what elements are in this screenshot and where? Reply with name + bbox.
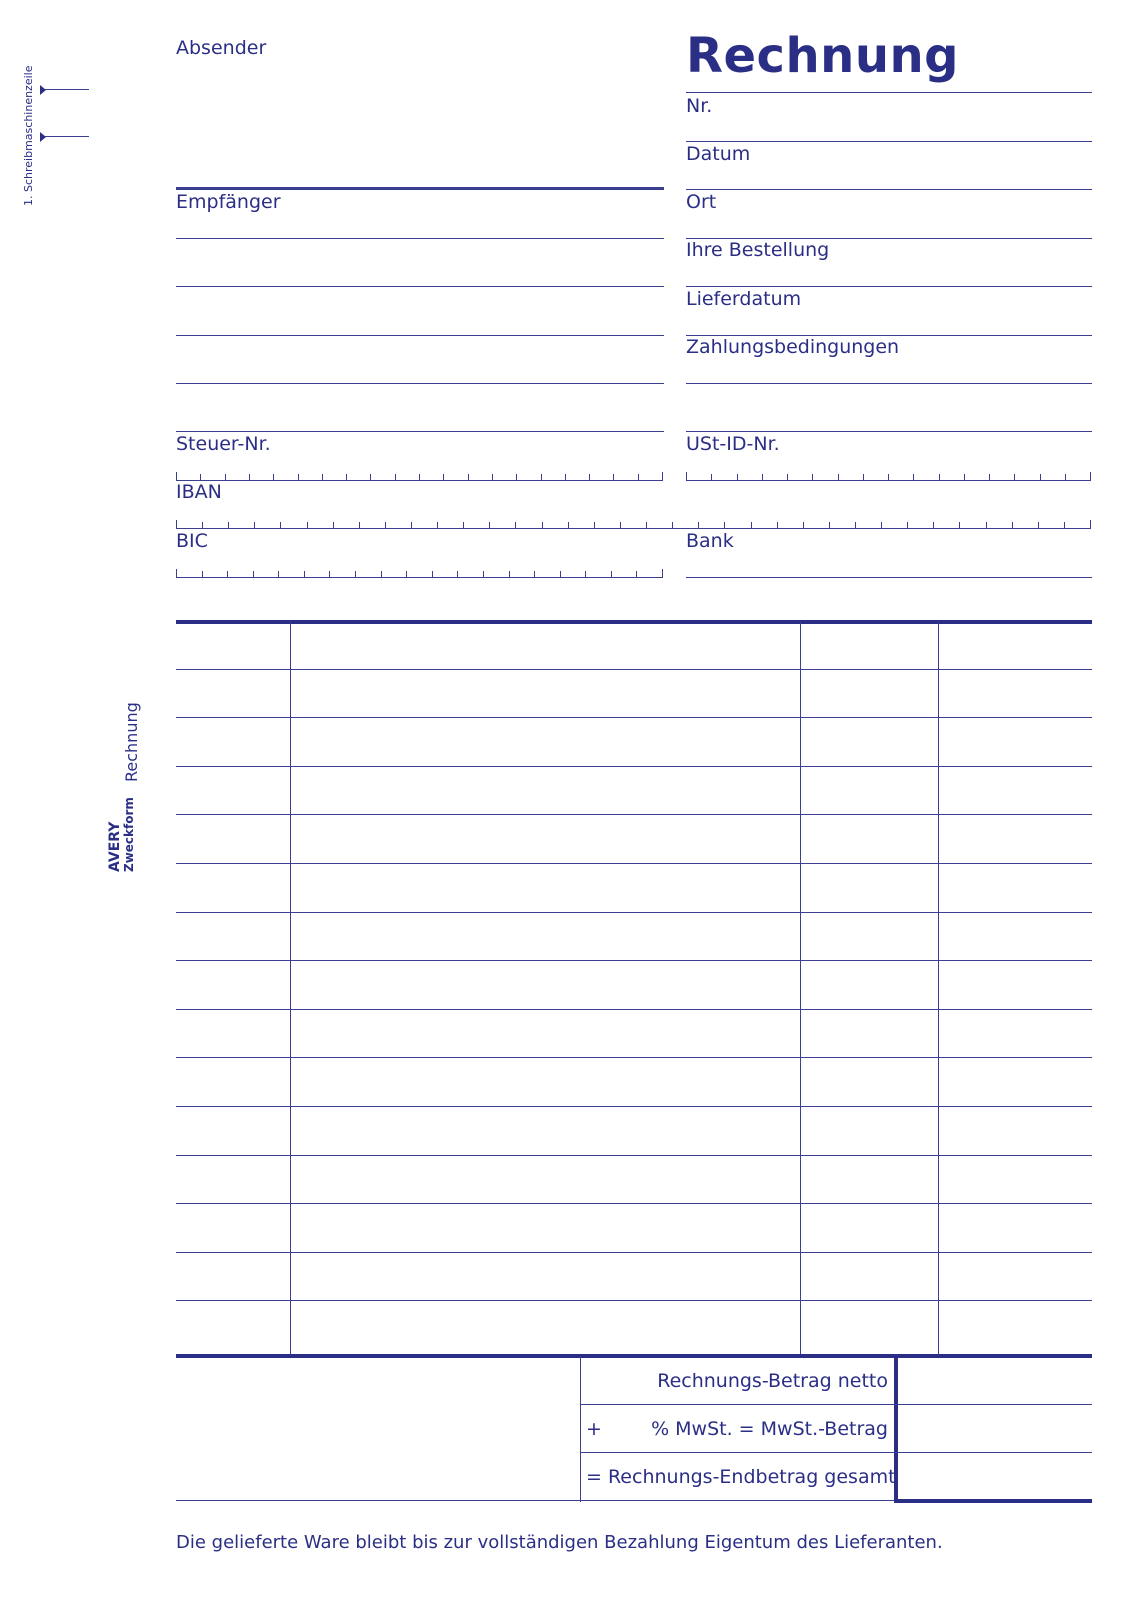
comb-tick — [662, 472, 663, 481]
recipient-line-3[interactable] — [176, 335, 664, 336]
table-row[interactable] — [176, 669, 1092, 670]
totals-bottom-line — [176, 1500, 896, 1501]
comb-tick — [515, 522, 516, 529]
comb-tick — [280, 522, 281, 529]
comb-tick — [307, 522, 308, 529]
comb-tick — [1064, 522, 1065, 529]
comb-tick — [888, 474, 889, 481]
page-title: Rechnung — [686, 28, 960, 84]
iban-comb-field[interactable] — [176, 519, 1090, 529]
comb-tick — [1040, 474, 1041, 481]
comb-tick — [933, 522, 934, 529]
comb-tick — [1090, 472, 1091, 481]
comb-tick — [443, 474, 444, 481]
comb-baseline — [176, 577, 662, 578]
table-top-border — [176, 620, 1092, 624]
comb-tick — [1065, 474, 1066, 481]
comb-tick — [437, 522, 438, 529]
comb-tick — [355, 571, 356, 578]
table-row[interactable] — [176, 863, 1092, 864]
comb-tick — [298, 474, 299, 481]
comb-tick — [638, 474, 639, 481]
footer-note: Die gelieferte Ware bleibt bis zur vollständigen Bezahlung Eigentum des Lieferanten. — [176, 1532, 943, 1553]
comb-tick — [249, 474, 250, 481]
comb-tick — [959, 522, 960, 529]
side-doc-name: Rechnung — [122, 702, 141, 782]
comb-tick — [1090, 520, 1091, 529]
comb-tick — [863, 474, 864, 481]
table-row[interactable] — [176, 912, 1092, 913]
comb-tick — [534, 571, 535, 578]
recipient-line-1[interactable] — [176, 238, 664, 239]
comb-tick — [227, 571, 228, 578]
tax-no-comb-field[interactable] — [176, 471, 662, 481]
bic-comb-field[interactable] — [176, 568, 662, 578]
table-row[interactable] — [176, 1155, 1092, 1156]
bic-label: BIC — [176, 530, 208, 552]
table-row[interactable] — [176, 960, 1092, 961]
comb-tick — [737, 474, 738, 481]
comb-tick — [176, 472, 177, 481]
logo-line-zweckform: Zweckform — [122, 797, 136, 872]
comb-tick — [907, 522, 908, 529]
comb-tick — [483, 571, 484, 578]
comb-tick — [202, 571, 203, 578]
comb-tick — [613, 474, 614, 481]
comb-tick — [228, 522, 229, 529]
comb-tick — [751, 522, 752, 529]
comb-tick — [762, 474, 763, 481]
recipient-line-4[interactable] — [176, 383, 664, 384]
vat-amount-field[interactable] — [580, 1452, 1092, 1453]
comb-tick — [322, 474, 323, 481]
vat-id-label: USt-ID-Nr. — [686, 433, 780, 455]
comb-tick — [939, 474, 940, 481]
comb-tick — [855, 522, 856, 529]
table-row[interactable] — [176, 1009, 1092, 1010]
comb-tick — [672, 522, 673, 529]
vat-plus-sign: + — [586, 1418, 602, 1440]
iban-label: IBAN — [176, 481, 222, 503]
recipient-line-5[interactable] — [176, 431, 664, 432]
comb-tick — [370, 474, 371, 481]
comb-tick — [419, 474, 420, 481]
field-line-bestellung[interactable] — [686, 286, 1092, 287]
bank-label: Bank — [686, 530, 734, 552]
comb-tick — [176, 520, 177, 529]
comb-tick — [253, 571, 254, 578]
table-row[interactable] — [176, 717, 1092, 718]
vat-amount-label: % MwSt. = MwSt.-Betrag — [651, 1418, 888, 1440]
col-divider-1 — [290, 622, 291, 1356]
comb-tick — [662, 569, 663, 578]
comb-tick — [594, 522, 595, 529]
comb-tick — [489, 522, 490, 529]
net-amount-label: Rechnungs-Betrag netto — [657, 1370, 888, 1392]
table-row[interactable] — [176, 1106, 1092, 1107]
comb-tick — [406, 571, 407, 578]
bank-line[interactable] — [686, 577, 1092, 578]
comb-tick — [636, 571, 637, 578]
comb-tick — [492, 474, 493, 481]
comb-tick — [646, 522, 647, 529]
comb-tick — [913, 474, 914, 481]
totals-section — [176, 1356, 1092, 1506]
comb-tick — [611, 571, 612, 578]
comb-tick — [202, 522, 203, 529]
comb-tick — [457, 571, 458, 578]
field-line-nr[interactable] — [686, 141, 1092, 142]
comb-tick — [881, 522, 882, 529]
comb-tick — [516, 474, 517, 481]
avery-zweckform-logo — [108, 797, 136, 872]
comb-tick — [787, 474, 788, 481]
comb-tick — [777, 522, 778, 529]
net-amount-field[interactable] — [580, 1404, 1092, 1405]
field-line-zahlungsbedingungen-1[interactable] — [686, 383, 1092, 384]
comb-tick — [333, 522, 334, 529]
total-amount-label: = Rechnungs-Endbetrag gesamt — [586, 1466, 896, 1488]
field-label-datum: Datum — [686, 143, 751, 165]
col-divider-3 — [938, 622, 939, 1356]
comb-tick — [359, 522, 360, 529]
comb-tick — [329, 571, 330, 578]
comb-tick — [698, 522, 699, 529]
comb-tick — [1038, 522, 1039, 529]
comb-tick — [509, 571, 510, 578]
comb-tick — [273, 474, 274, 481]
comb-tick — [711, 474, 712, 481]
total-amount-field[interactable] — [894, 1499, 1092, 1503]
table-row[interactable] — [176, 766, 1092, 767]
comb-tick — [225, 474, 226, 481]
items-table — [176, 620, 1092, 1356]
table-row[interactable] — [176, 814, 1092, 815]
comb-tick — [989, 474, 990, 481]
field-line-datum[interactable] — [686, 189, 1092, 190]
recipient-label: Empfänger — [176, 191, 281, 213]
typewriter-line-label: 1. Schreibmaschinenzeile — [22, 65, 35, 206]
table-row[interactable] — [176, 1057, 1092, 1058]
comb-tick — [304, 571, 305, 578]
comb-tick — [346, 474, 347, 481]
col-divider-2 — [800, 622, 801, 1356]
comb-tick — [411, 522, 412, 529]
field-label-nr: Nr. — [686, 95, 713, 117]
totals-left-divider — [580, 1356, 581, 1502]
comb-tick — [1014, 474, 1015, 481]
table-row[interactable] — [176, 1300, 1092, 1301]
comb-tick — [463, 522, 464, 529]
comb-tick — [541, 474, 542, 481]
comb-tick — [585, 571, 586, 578]
comb-tick — [803, 522, 804, 529]
comb-tick — [254, 522, 255, 529]
title-underline — [686, 92, 1092, 93]
sender-divider — [176, 187, 664, 190]
comb-tick — [620, 522, 621, 529]
comb-tick — [686, 472, 687, 481]
comb-tick — [468, 474, 469, 481]
field-label-ort: Ort — [686, 191, 717, 213]
recipient-line-2[interactable] — [176, 286, 664, 287]
tax-no-label: Steuer-Nr. — [176, 433, 271, 455]
vat-id-comb-field[interactable] — [686, 471, 1090, 481]
field-label-lieferdatum: Lieferdatum — [686, 288, 802, 310]
field-label-zahlungsbedingungen: Zahlungsbedingungen — [686, 336, 900, 358]
comb-tick — [829, 522, 830, 529]
comb-tick — [986, 522, 987, 529]
comb-tick — [200, 474, 201, 481]
sender-label: Absender — [176, 37, 267, 59]
comb-tick — [432, 571, 433, 578]
comb-tick — [838, 474, 839, 481]
comb-tick — [176, 569, 177, 578]
logo-line-avery: AVERY — [107, 821, 123, 872]
comb-tick — [1012, 522, 1013, 529]
comb-baseline — [176, 528, 1090, 529]
comb-tick — [568, 522, 569, 529]
table-row[interactable] — [176, 1203, 1092, 1204]
comb-tick — [589, 474, 590, 481]
comb-tick — [278, 571, 279, 578]
comb-tick — [381, 571, 382, 578]
comb-tick — [560, 571, 561, 578]
table-row[interactable] — [176, 1252, 1092, 1253]
comb-tick — [812, 474, 813, 481]
field-line-zahlungsbedingungen-2[interactable] — [686, 431, 1092, 432]
comb-tick — [724, 522, 725, 529]
comb-tick — [565, 474, 566, 481]
comb-tick — [385, 522, 386, 529]
field-label-bestellung: Ihre Bestellung — [686, 239, 830, 261]
comb-tick — [542, 522, 543, 529]
comb-tick — [395, 474, 396, 481]
comb-tick — [964, 474, 965, 481]
